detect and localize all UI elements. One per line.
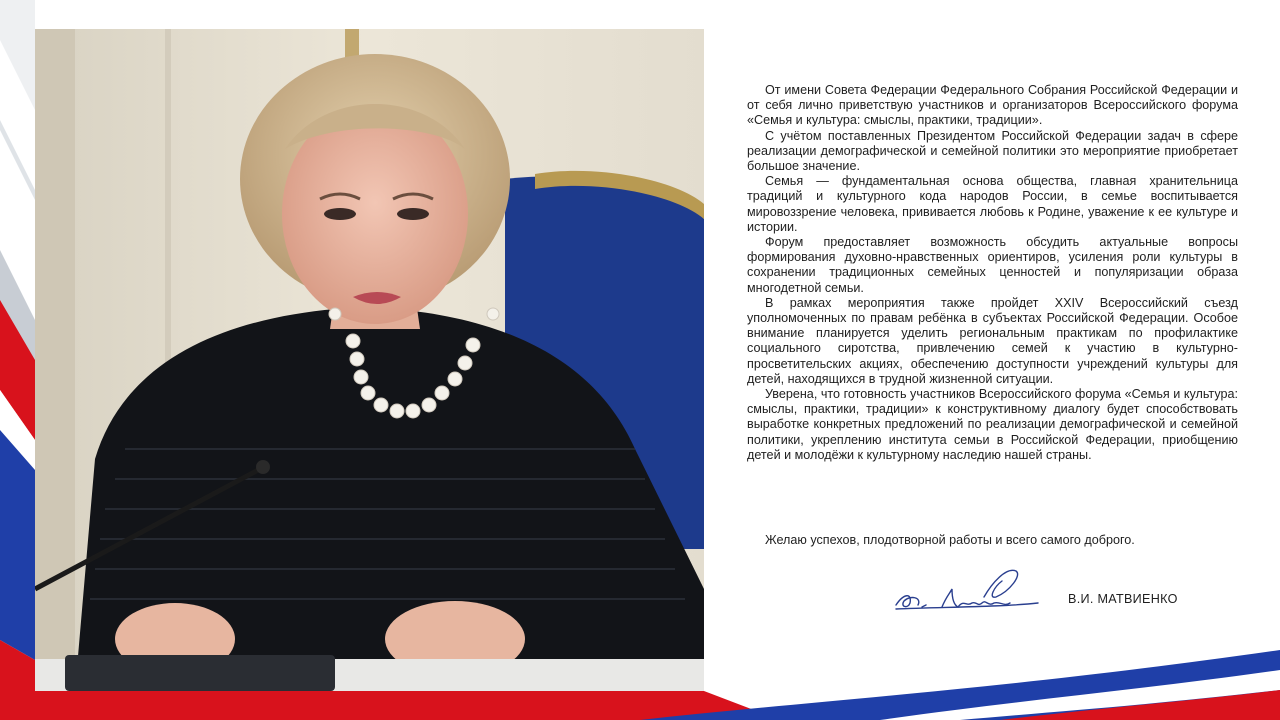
letter-paragraph-1: От имени Совета Федерации Федерального Собрания Российской Федерации и от себя лично приветствую участников и организаторов Всероссийского форума «Семья и культура: смыслы, практики, традиции».: [747, 83, 1238, 128]
portrait-photo: [35, 29, 704, 691]
letter-closing: Желаю успехов, плодотворной работы и всего самого доброго.: [765, 533, 1135, 547]
letter-paragraph-6: Уверена, что готовность участников Всероссийского форума «Семья и культура: смыслы, практики, традиции» к конструктивному диалогу будет способствовать выработке конкретных предложений по реализации демографической и семейной политики, укреплению института семьи в Российской Федерации, приобщению детей и молодёжи к культурному наследию нашей страны.: [747, 387, 1238, 462]
handwritten-signature: [892, 563, 1042, 613]
greeting-letter: [747, 83, 1238, 463]
letter-paragraph-4: Форум предоставляет возможность обсудить актуальные вопросы формирования духовно-нравственных ориентиров, усиления роли культуры в сохранении традиционных семейных ценностей и популяризации образа многодетной семьи.: [747, 235, 1238, 295]
letter-paragraph-3: Семья — фундаментальная основа общества, главная хранительница традиций и культурного кода народов России, в семье воспитывается мировоззрение человека, прививается любовь к Родине, уважение к ее культуре и истории.: [747, 174, 1238, 234]
letter-paragraph-5: В рамках мероприятия также пройдет XXIV Всероссийский съезд уполномоченных по правам ребёнка в субъектах Российской Федерации. Особое внимание планируется уделить региональным практикам по профилактике социального сиротства, привлечению семей к участию в культурно-просветительских акциях, обеспечению доступности учреждений культуры для детей, находящихся в трудной жизненной ситуации.: [747, 295, 1238, 386]
signer-name: В.И. МАТВИЕНКО: [1068, 592, 1178, 606]
letter-paragraph-2: С учётом поставленных Президентом Российской Федерации задач в сфере реализации демографической и семейной политики это мероприятие приобретает большое значение.: [747, 128, 1238, 174]
